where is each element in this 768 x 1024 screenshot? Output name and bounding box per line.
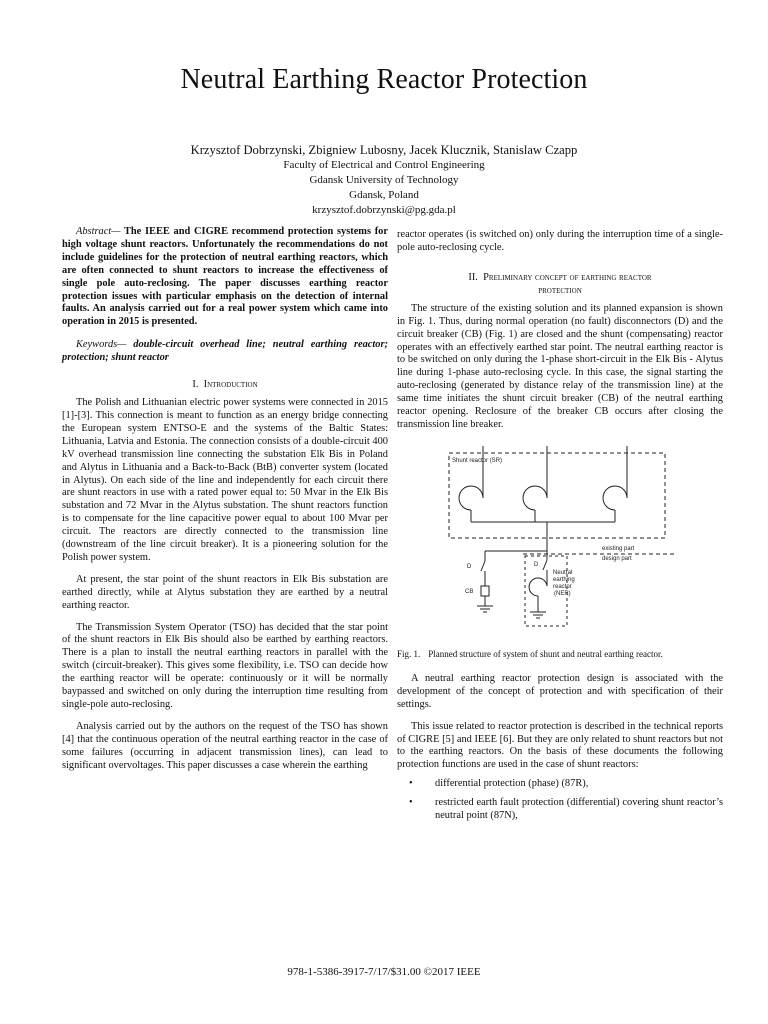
section-heading-preliminary: [397, 271, 723, 297]
intro-paragraph-2: At present, the star point of the shunt reactors in Elk Bis substation are earthed directly, while at Alytus substation they are earthed by a neutral earthing reactor.: [62, 573, 388, 611]
keywords-text: double-circuit overhead line; neutral earthing reactor; protection; shunt reactor: [62, 339, 388, 364]
protection-functions-list: [397, 778, 723, 823]
circuit-breaker-label: CB: [465, 588, 474, 595]
list-item-text: differential protection (phase) (87R),: [435, 778, 589, 790]
list-item: [397, 797, 723, 823]
affiliation-faculty: Faculty of Electrical and Control Engineering: [283, 159, 485, 171]
intro-paragraph-3: The Transmission System Operator (TSO) has decided that the star point of the shunt reactors in Elk Bis should also be earthed by earthing reactors. There is a plan to install the neutral earthing reactors in parallel with the switch (circuit-breaker). This gives some flexibility, i.e. TSO can decide how the earthing reactor will be operate: continuously or it will be normally baypassed and switched on only during the interruption time resulting from single-pole auto-reclosing.: [62, 621, 388, 710]
affiliation-location: Gdansk, Poland: [349, 189, 419, 201]
intro-paragraph-1: The Polish and Lithuanian electric power systems were connected in 2015 [1]-[3]. This connection is meant to function as an energy bridge connecting the European system ENTSO-E and the systems of the Baltic States: Lithuania, Latvia and Estonia. The connection consists of a double-circuit 400 kV overhead transmission line connecting the substation Elk Bis in Poland and Alytus in Lithuania and a Back-to-Back (BtB) converter system (located in Alytus). On each side of the line and independently for each circuit there are shunt reactors in use with a rated power equal to: 50 Mvar in the Elk Bis substation and 72 Mvar in the Alytus substation. The shunt reactors function is to compensate for the line capacitive power equal to about 100 Mvar per circuit. The reactors are directly connected to the transmission line (downstream of the line circuit breaker). It is a pioneering solution for the Polish power system.: [62, 397, 388, 563]
disconnector-label-2: D: [534, 561, 539, 568]
disconnector-label: D: [467, 563, 472, 570]
ner-label-line-2: earthing: [553, 576, 575, 583]
section-title-line-1: Preliminary concept of earthing reactor: [483, 271, 652, 283]
figure-caption: [397, 648, 723, 660]
bullet-icon: •: [409, 778, 413, 790]
author-list: Krzysztof Dobrzynski, Zbigniew Lubosny, Jacek Klucznik, Stanislaw Czapp: [190, 143, 578, 157]
author-email[interactable]: krzysztof.dobrzynski@pg.gda.pl: [312, 204, 456, 216]
list-item-text: restricted earth fault protection (differential) covering shunt reactor’s neutral point (87N),: [435, 797, 723, 822]
reactor-coil-2: [523, 486, 547, 510]
section-title-line-2: protection: [538, 284, 582, 296]
existing-part-label: existing part: [602, 545, 635, 552]
shunt-reactor-frame: [449, 453, 665, 538]
reactor-coil-1: [459, 486, 483, 510]
right-column: [397, 229, 723, 829]
list-item: [397, 778, 723, 791]
section-number: II.: [468, 271, 478, 283]
section-title: Introduction: [203, 379, 258, 391]
ner-label-line-1: Neutral: [553, 569, 573, 576]
reactor-coil-3: [603, 486, 627, 510]
ner-label-line-4: (NER): [554, 590, 571, 597]
figure-caption-label: Fig. 1.: [397, 648, 421, 659]
post-figure-paragraph-2: This issue related to reactor protection is described in the technical reports of CIGRE [5] and IEEE [6]. But they are only related to shunt reactors but not to the earthing reactors. On the basis of these documents the following protection functions are used in the case of shunt reactors:: [397, 720, 723, 771]
copyright-footer: 978-1-5386-3917-7/17/$31.00 ©2017 IEEE: [287, 966, 481, 978]
abstract-text: The IEEE and CIGRE recommend protection systems for high voltage shunt reactors. Unfortunately the recommendations do not include guidelines for the protection of neutral earthing reactors, which are often connected to shunt reactors to increase the effectiveness of single pole auto-reclosing. The paper discusses earthing reactor protection issues with particular emphasis on the detection of internal faults. An analysis carried out for a real power system which came into operation in 2015 is presented.: [62, 226, 388, 328]
section-heading-introduction: [62, 378, 388, 391]
left-column: [62, 226, 388, 773]
keywords: [62, 339, 388, 365]
figure-caption-text: Planned structure of system of shunt and neutral earthing reactor.: [428, 648, 663, 659]
ner-label-line-3: reactor: [553, 583, 572, 590]
design-part-label: design part: [602, 555, 632, 562]
intro-paragraph-4: Analysis carried out by the authors on the request of the TSO has shown [4] that the continuous operation of the neutral earthing reactor in the case of some failures (occurring in adjacent transmission lines), can lead to significant overvoltages. This paper discusses a case wherein the earthing: [62, 720, 388, 771]
section-number: I.: [192, 379, 199, 391]
figure-1: [397, 446, 723, 642]
abstract-label: Abstract—: [76, 226, 121, 237]
bullet-icon: •: [409, 797, 413, 809]
affiliation-university: Gdansk University of Technology: [309, 174, 459, 186]
shunt-reactor-label: Shunt reactor (SR): [452, 457, 503, 464]
keywords-label: Keywords—: [76, 339, 127, 351]
section2-paragraph: The structure of the existing solution and its planned expansion is shown in Fig. 1. Thus, during normal operation (no fault) disconnectors (D) and the circuit breaker (CB) (Fig. 1) are closed and the shunt (compensating) reactor operates with an effectively earthed star point. The neutral earthing reactor is to be switched on only during the 1-phase short-circuit in the Elk Bis - Alytus line during 1-phase auto-reclosing cycle. In this case, the signal starting the auto-reclosing (generated by distance relay of the transmission line) at the same time initiates the shunt circuit breaker (CB) of the neutral earthing reactor opening. Reclosure of the breaker CB occurs after closing the transmission line breaker.: [397, 302, 723, 430]
abstract: [62, 226, 388, 329]
ner-coil: [529, 578, 547, 596]
paper-title: Neutral Earthing Reactor Protection: [180, 64, 588, 95]
continued-paragraph: reactor operates (is switched on) only during the interruption time of a single-pole auto-reclosing cycle.: [397, 229, 723, 253]
affiliation-block: [0, 158, 768, 218]
reactor-diagram: [397, 446, 723, 642]
post-figure-paragraph-1: A neutral earthing reactor protection design is associated with the development of the concept of protection and with specification of their settings.: [397, 672, 723, 710]
